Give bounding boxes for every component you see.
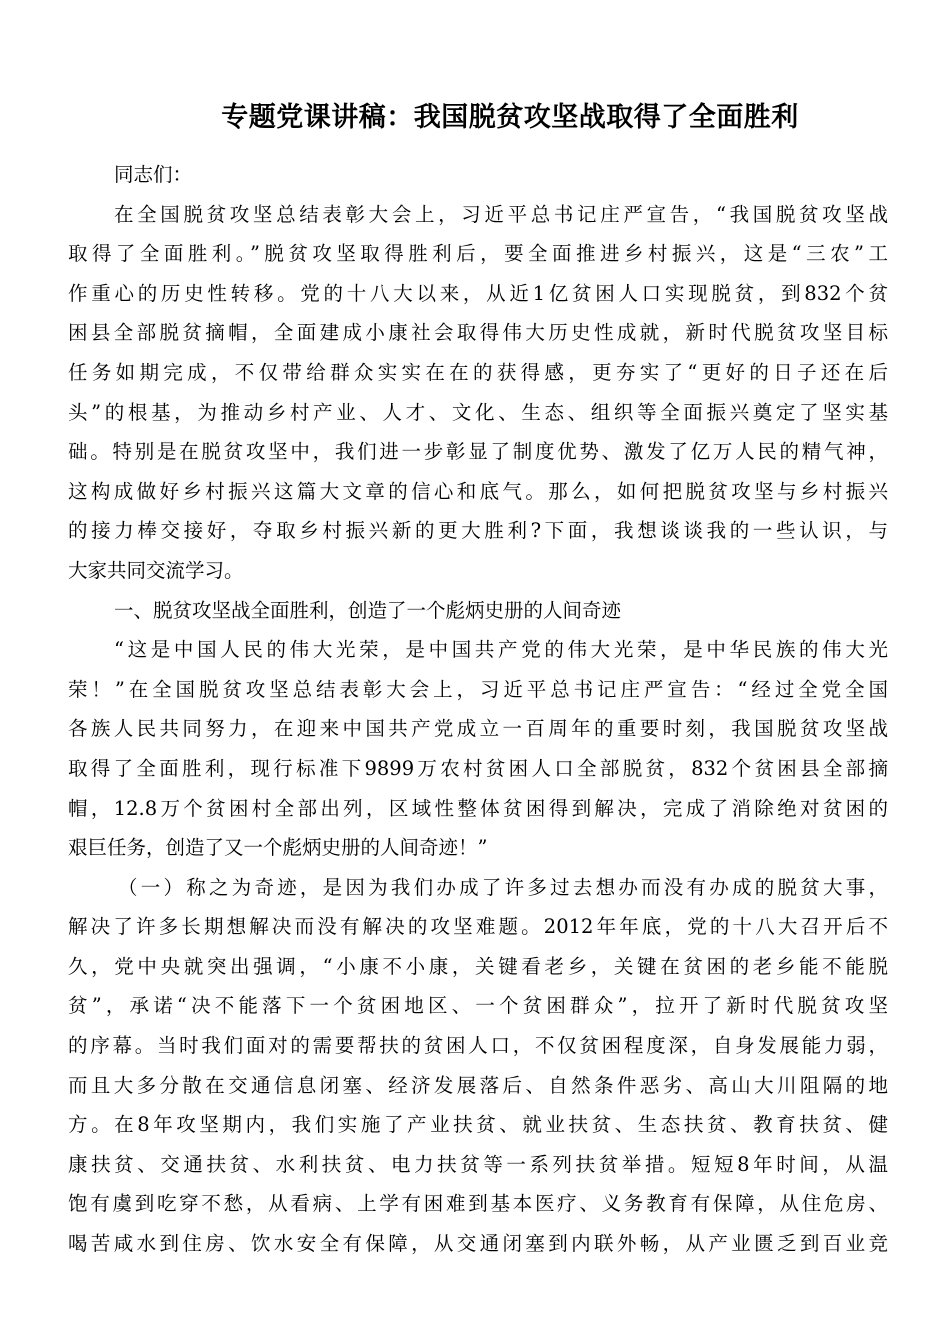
document-title: 专题党课讲稿：我国脱贫攻坚战取得了全面胜利 bbox=[221, 102, 799, 133]
paragraph-line: 康扶贫、交通扶贫、水利扶贫、电力扶贫等一系列扶贫举措。短短8年时间，从温 bbox=[68, 1152, 888, 1176]
paragraph-line: 艰巨任务，创造了又一个彪炳史册的人间奇迹！” bbox=[68, 836, 488, 860]
paragraph-line: 础。特别是在脱贫攻坚中，我们进一步彰显了制度优势、激发了亿万人民的精气神， bbox=[68, 440, 888, 464]
paragraph-line: 方。在8年攻坚期内，我们实施了产业扶贫、就业扶贫、生态扶贫、教育扶贫、健 bbox=[68, 1113, 888, 1137]
paragraph-line: 大家共同交流学习。 bbox=[68, 558, 244, 582]
paragraph-line: 久，党中央就突出强调，“小康不小康，关键看老乡，关键在贫困的老乡能不能脱 bbox=[68, 954, 888, 978]
salutation-line: 同志们： bbox=[114, 163, 193, 186]
paragraph-line: 饱有虞到吃穿不愁，从看病、上学有困难到基本医疗、义务教育有保障，从住危房、 bbox=[68, 1192, 888, 1216]
section-heading: 一、脱贫攻坚战全面胜利，创造了一个彪炳史册的人间奇迹 bbox=[114, 598, 622, 622]
paragraph-line: 而且大多分散在交通信息闭塞、经济发展落后、自然条件恶劣、高山大川阻隔的地 bbox=[68, 1073, 888, 1097]
paragraph-line: “这是中国人民的伟大光荣，是中国共产党的伟大光荣，是中华民族的伟大光 bbox=[114, 638, 888, 662]
paragraph-line: 的接力棒交接好，夺取乡村振兴新的更大胜利?下面，我想谈谈我的一些认识，与 bbox=[68, 519, 888, 543]
paragraph-line: 贫”，承诺“决不能落下一个贫困地区、一个贫困群众”，拉开了新时代脱贫攻坚 bbox=[68, 994, 888, 1018]
paragraph-line: 的序幕。当时我们面对的需要帮扶的贫困人口，不仅贫困程度深，自身发展能力弱， bbox=[68, 1034, 888, 1058]
paragraph-line: 解决了许多长期想解决而没有解决的攻坚难题。2012年年底，党的十八大召开后不 bbox=[68, 915, 888, 939]
paragraph-line: 取得了全面胜利。”脱贫攻坚取得胜利后，要全面推进乡村振兴，这是“三农”工 bbox=[68, 242, 888, 266]
document-body bbox=[68, 155, 888, 1264]
paragraph-line: 在全国脱贫攻坚总结表彰大会上，习近平总书记庄严宣告，“我国脱贫攻坚战 bbox=[114, 202, 888, 226]
paragraph-line: 困县全部脱贫摘帽，全面建成小康社会取得伟大历史性成就，新时代脱贫攻坚目标 bbox=[68, 321, 888, 345]
paragraph-line: 各族人民共同努力，在迎来中国共产党成立一百周年的重要时刻，我国脱贫攻坚战 bbox=[68, 717, 888, 741]
paragraph-line: 这构成做好乡村振兴这篇大文章的信心和底气。那么，如何把脱贫攻坚与乡村振兴 bbox=[68, 479, 888, 503]
paragraph-line: 作重心的历史性转移。党的十八大以来，从近1亿贫困人口实现脱贫，到832个贫 bbox=[68, 281, 888, 305]
paragraph-line: 头”的根基，为推动乡村产业、人才、文化、生态、组织等全面振兴奠定了坚实基 bbox=[68, 400, 888, 424]
paragraph-line: （一）称之为奇迹，是因为我们办成了许多过去想办而没有办成的脱贫大事， bbox=[118, 875, 888, 899]
paragraph-line: 任务如期完成，不仅带给群众实实在在的获得感，更夯实了“更好的日子还在后 bbox=[68, 360, 888, 384]
paragraph-line: 帽，12.8万个贫困村全部出列，区域性整体贫困得到解决，完成了消除绝对贫困的 bbox=[68, 796, 888, 820]
paragraph-line: 荣！”在全国脱贫攻坚总结表彰大会上，习近平总书记庄严宣告：“经过全党全国 bbox=[68, 677, 888, 701]
paragraph-line: 喝苦咸水到住房、饮水安全有保障，从交通闭塞到内联外畅，从产业匮乏到百业竞 bbox=[68, 1232, 888, 1256]
paragraph-line: 取得了全面胜利，现行标准下9899万农村贫困人口全部脱贫，832个贫困县全部摘 bbox=[68, 756, 888, 780]
